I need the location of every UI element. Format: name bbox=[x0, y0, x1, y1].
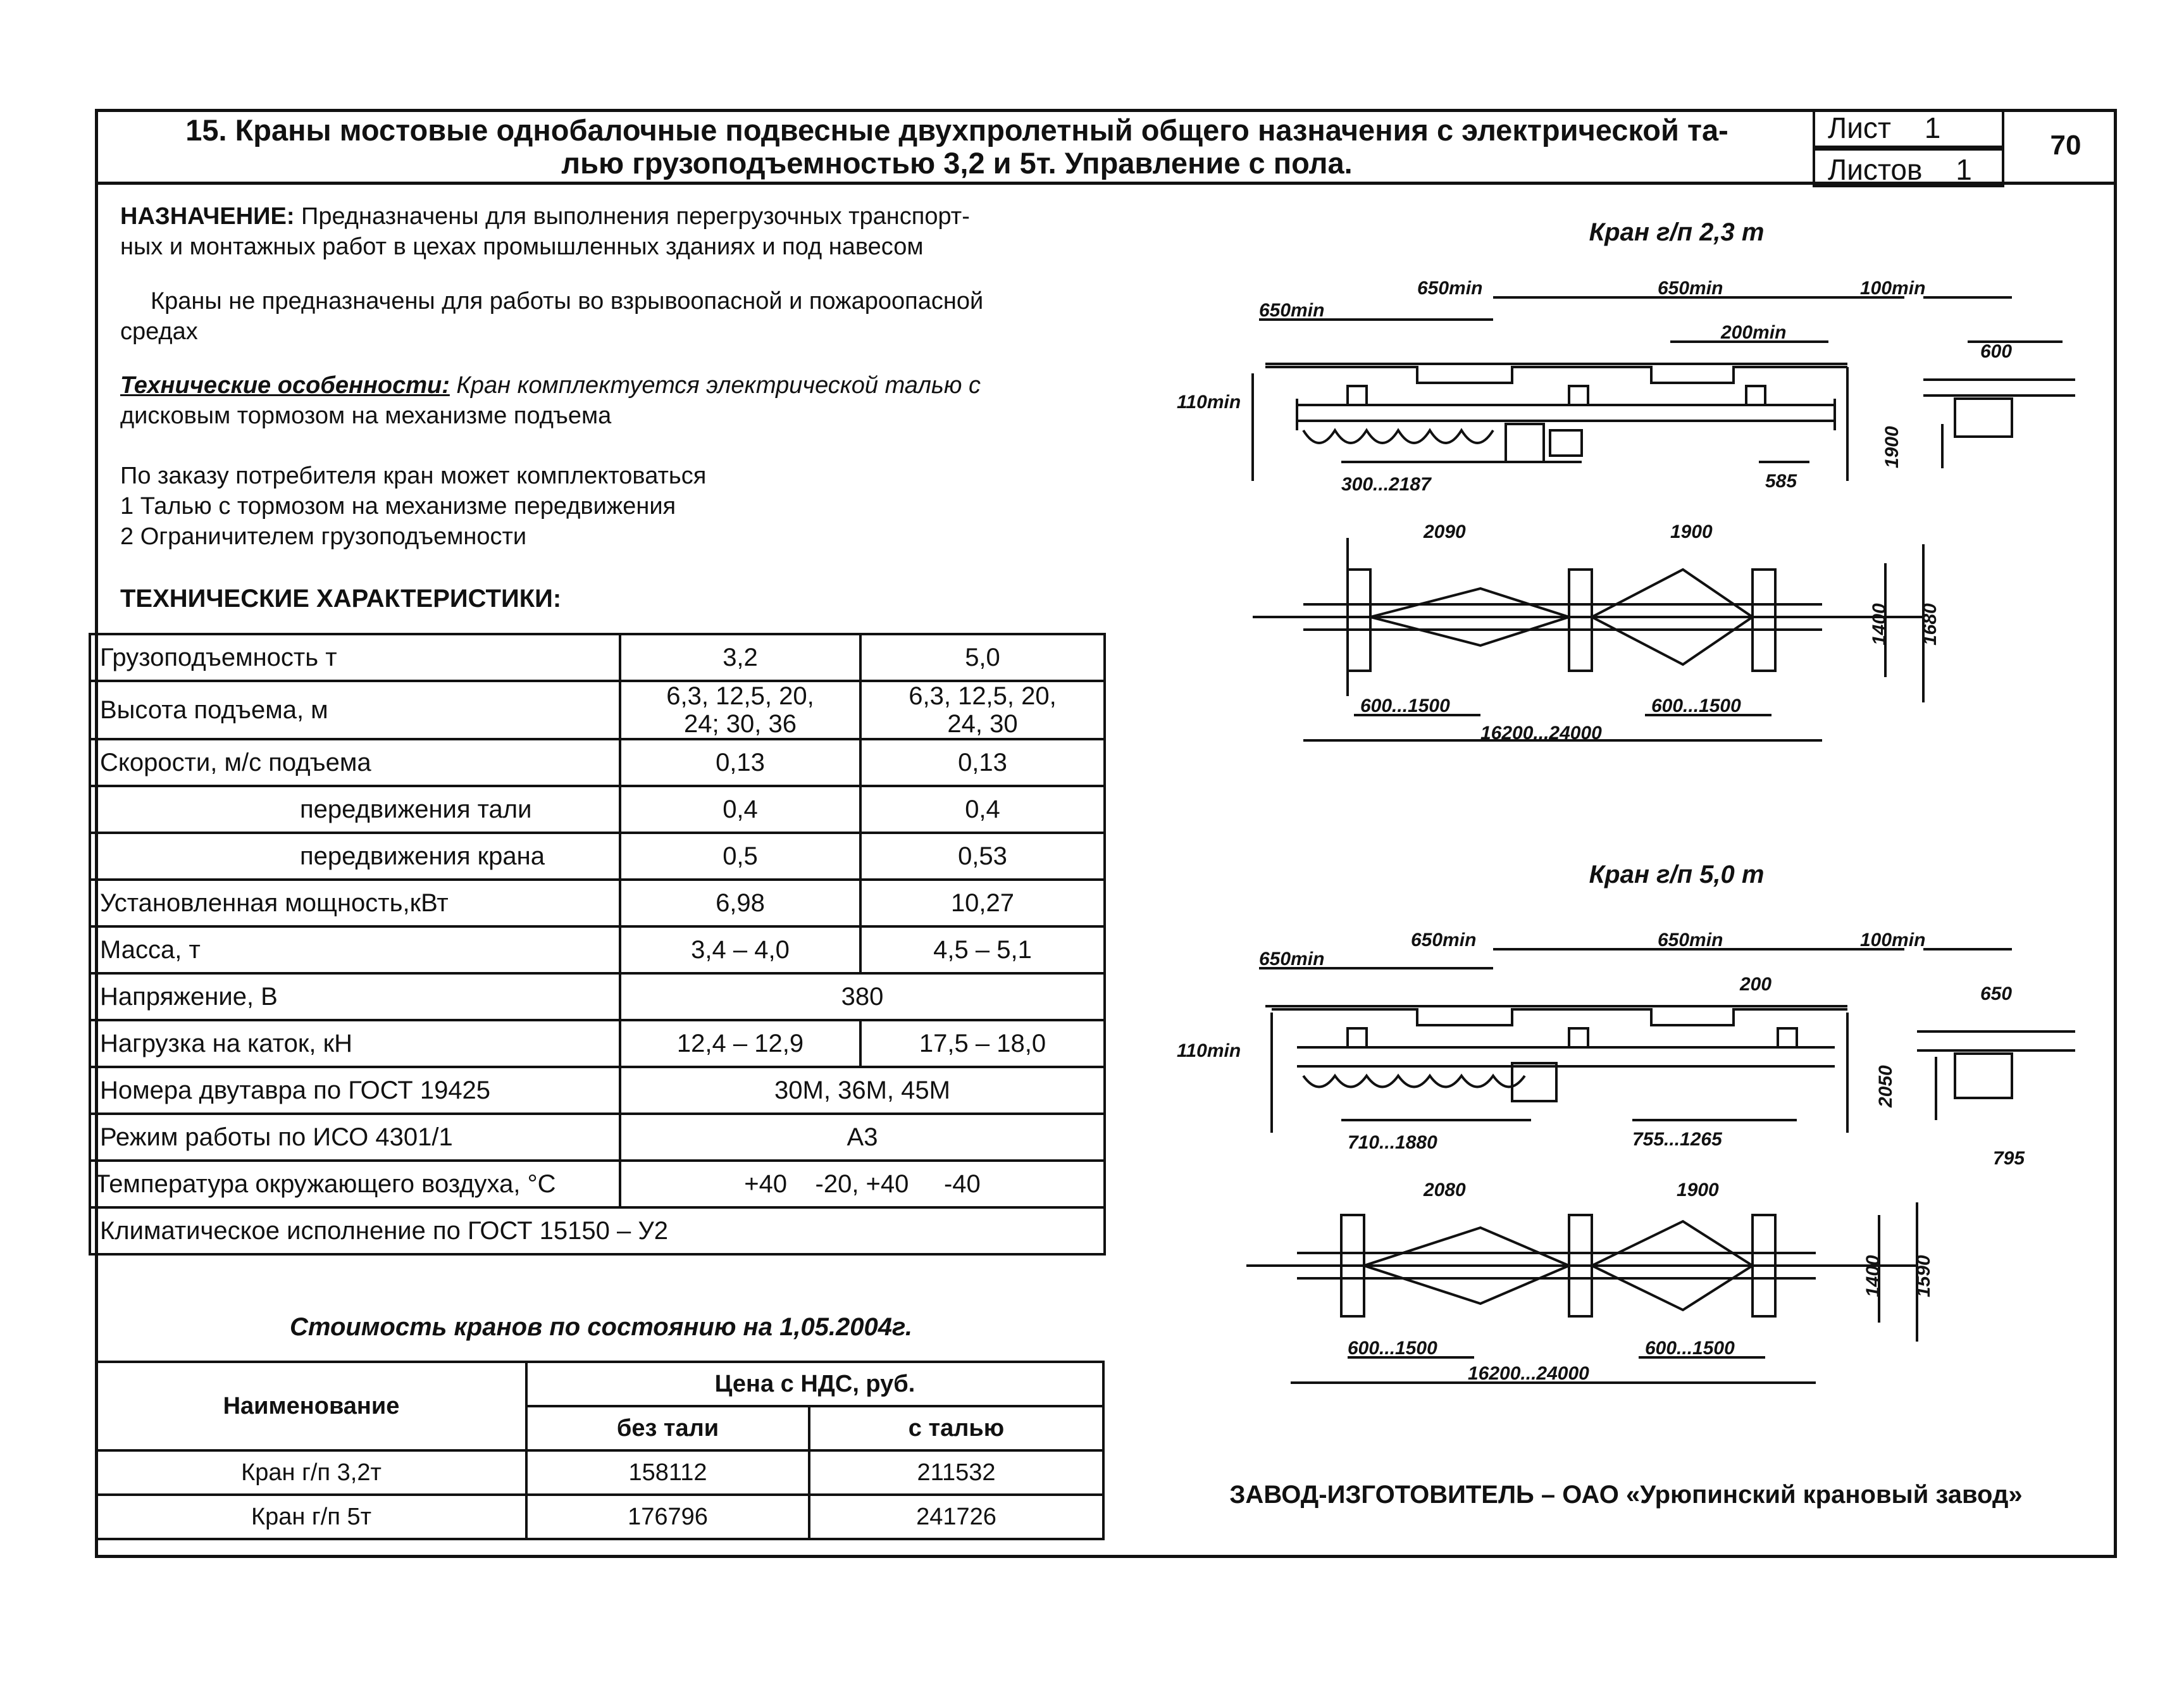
sheets-box bbox=[1813, 148, 2004, 187]
dim-label: 300...2187 bbox=[1341, 474, 1431, 495]
table-row bbox=[90, 880, 1105, 926]
manufacturer-label: ЗАВОД-ИЗГОТОВИТЕЛЬ – ОАО «Урюпинский крановый завод» bbox=[1229, 1481, 2023, 1509]
table-row bbox=[90, 681, 1105, 739]
dim-label: 1400 bbox=[1869, 603, 1890, 645]
specs-heading: ТЕХНИЧЕСКИЕ ХАРАКТЕРИСТИКИ: bbox=[120, 585, 562, 613]
dim-label: 650min bbox=[1411, 930, 1477, 950]
crane-2-elevation-drawing bbox=[1177, 930, 2088, 1177]
dim-label: 650min bbox=[1658, 930, 1723, 950]
dim-label: 2050 bbox=[1875, 1065, 1896, 1107]
purpose-heading: НАЗНАЧЕНИЕ: bbox=[120, 203, 295, 230]
dim-label: 600 bbox=[1980, 341, 2013, 362]
price-header-with: с талью bbox=[809, 1406, 1103, 1450]
dim-label: 110min bbox=[1177, 392, 1241, 413]
spec-value: +40 -20, +40 -40 bbox=[620, 1161, 1105, 1207]
not-intended-line-1: Краны не предназначены для работы во взрывоопасной и пожароопасной bbox=[151, 288, 984, 315]
crane-1-plan-drawing bbox=[1253, 519, 1968, 759]
dim-label: 100min bbox=[1860, 930, 1926, 950]
spec-value: 5,0 bbox=[860, 634, 1105, 681]
table-row bbox=[90, 1161, 1105, 1207]
price-row-without: 158112 bbox=[526, 1450, 809, 1495]
price-row-name: Кран г/п 3,2т bbox=[96, 1450, 526, 1495]
sheet-box bbox=[1813, 109, 2004, 148]
spec-value-line: 6,3, 12,5, 20, bbox=[909, 682, 1057, 710]
dim-label: 600...1500 bbox=[1348, 1338, 1437, 1359]
dim-label: 600...1500 bbox=[1651, 695, 1741, 716]
spec-value: 0,53 bbox=[860, 833, 1105, 880]
spec-label: Нагрузка на каток, кН bbox=[90, 1020, 620, 1067]
spec-label: Масса, т bbox=[90, 926, 620, 973]
dim-label: 200min bbox=[1721, 322, 1787, 343]
spec-label: Напряжение, В bbox=[90, 973, 620, 1020]
title-line-1: 15. Краны мостовые однобалочные подвесные двухпролетный общего назначения с электрической та- bbox=[185, 113, 1728, 147]
table-row bbox=[90, 634, 1105, 681]
dim-label: 2080 bbox=[1424, 1180, 1466, 1200]
spec-label: передвижения крана bbox=[90, 833, 620, 880]
table-row bbox=[90, 1020, 1105, 1067]
order-line-1: По заказу потребителя кран может комплектоваться bbox=[120, 463, 707, 489]
crane-2-plan-drawing bbox=[1246, 1177, 1961, 1392]
dim-label: 650min bbox=[1658, 278, 1723, 299]
price-row-with: 241726 bbox=[809, 1495, 1103, 1539]
price-header-name: Наименование bbox=[96, 1362, 526, 1450]
features-heading: Технические особенности: bbox=[120, 372, 450, 399]
table-row bbox=[90, 1207, 1105, 1254]
spec-label: Климатическое исполнение по ГОСТ 15150 – У2 bbox=[90, 1207, 1105, 1254]
table-row bbox=[90, 786, 1105, 833]
dim-label: 200 bbox=[1740, 974, 1772, 995]
order-line-3: 2 Ограничителем грузоподъемности bbox=[120, 523, 527, 550]
spec-value: А3 bbox=[620, 1114, 1105, 1161]
dim-label: 650min bbox=[1259, 300, 1325, 321]
spec-label: Установленная мощность,кВт bbox=[90, 880, 620, 926]
dim-label: 1900 bbox=[1677, 1180, 1719, 1200]
table-row bbox=[96, 1450, 1103, 1495]
price-row-with: 211532 bbox=[809, 1450, 1103, 1495]
title-line-2: лью грузоподъемностью 3,2 и 5т. Управление с пола. bbox=[561, 146, 1353, 180]
table-row bbox=[90, 739, 1105, 786]
spec-label: Номера двутавра по ГОСТ 19425 bbox=[90, 1067, 620, 1114]
dim-label: 585 bbox=[1765, 471, 1797, 492]
spec-value: 0,5 bbox=[620, 833, 860, 880]
purpose-line-1: Предназначены для выполнения перегрузочных транспорт- bbox=[294, 203, 970, 230]
dim-label: 650min bbox=[1417, 278, 1483, 299]
spec-value: 12,4 – 12,9 bbox=[620, 1020, 860, 1067]
spec-value: 10,27 bbox=[860, 880, 1105, 926]
spec-value: 17,5 – 18,0 bbox=[860, 1020, 1105, 1067]
specs-table bbox=[89, 633, 1106, 1256]
features-paragraph bbox=[120, 370, 1107, 431]
table-row bbox=[90, 926, 1105, 973]
features-line-2: дисковым тормозом на механизме подъема bbox=[120, 402, 612, 429]
spec-value: 0,4 bbox=[860, 786, 1105, 833]
spec-value-line: 24, 30 bbox=[947, 710, 1018, 738]
price-row-without: 176796 bbox=[526, 1495, 809, 1539]
dim-label: 100min bbox=[1860, 278, 1926, 299]
not-intended-paragraph bbox=[120, 286, 1107, 347]
table-row bbox=[90, 833, 1105, 880]
spec-label: передвижения тали bbox=[90, 786, 620, 833]
order-line-2: 1 Талью с тормозом на механизме передвижения bbox=[120, 493, 676, 520]
sheets-label: Листов bbox=[1828, 153, 1923, 186]
price-header-price: Цена с НДС, руб. bbox=[526, 1362, 1103, 1406]
spec-label: Температура окружающего воздуха, °С bbox=[90, 1161, 620, 1207]
crane-1-elevation-drawing bbox=[1177, 278, 2088, 513]
spec-label: Скорости, м/с подъема bbox=[90, 739, 620, 786]
dim-label: 600...1500 bbox=[1645, 1338, 1735, 1359]
dim-label: 710...1880 bbox=[1348, 1132, 1437, 1153]
table-row bbox=[90, 973, 1105, 1020]
sheets-value: 1 bbox=[1956, 153, 1972, 186]
dim-label: 650min bbox=[1259, 949, 1325, 969]
dim-label: 1900 bbox=[1670, 521, 1713, 542]
price-row-name: Кран г/п 5т bbox=[96, 1495, 526, 1539]
spec-value: 6,98 bbox=[620, 880, 860, 926]
dim-label: 1590 bbox=[1913, 1255, 1934, 1297]
spec-value: 380 bbox=[620, 973, 1105, 1020]
spec-value: 30М, 36М, 45М bbox=[620, 1067, 1105, 1114]
spec-value: 0,13 bbox=[620, 739, 860, 786]
dim-label: 650 bbox=[1980, 983, 2013, 1004]
not-intended-line-2: средах bbox=[120, 318, 198, 345]
order-paragraph bbox=[120, 461, 1107, 552]
spec-value bbox=[620, 681, 860, 739]
spec-value bbox=[860, 681, 1105, 739]
dim-label: 1400 bbox=[1863, 1255, 1883, 1297]
spec-value: 4,5 – 5,1 bbox=[860, 926, 1105, 973]
spec-value-line: 24; 30, 36 bbox=[684, 710, 797, 738]
features-line-1: Кран комплектуется электрической талью с bbox=[449, 372, 981, 399]
table-row bbox=[96, 1362, 1103, 1406]
spec-value: 0,4 bbox=[620, 786, 860, 833]
purpose-line-2: ных и монтажных работ в цехах промышленных зданиях и под навесом bbox=[120, 234, 924, 260]
spec-value: 3,4 – 4,0 bbox=[620, 926, 860, 973]
price-header-without: без тали bbox=[526, 1406, 809, 1450]
table-row bbox=[90, 1067, 1105, 1114]
page-title bbox=[101, 114, 1813, 180]
page-number: 70 bbox=[2050, 130, 2082, 161]
table-row bbox=[90, 1114, 1105, 1161]
drawing-caption-2: Кран г/п 5,0 т bbox=[1589, 861, 1765, 888]
spec-label: Высота подъема, м bbox=[90, 681, 620, 739]
dim-label: 795 bbox=[1993, 1148, 2025, 1169]
spec-label: Грузоподъемность т bbox=[90, 634, 620, 681]
spec-value-line: 6,3, 12,5, 20, bbox=[666, 682, 814, 710]
dim-label: 110min bbox=[1177, 1040, 1241, 1061]
spec-value: 3,2 bbox=[620, 634, 860, 681]
dim-label: 2090 bbox=[1424, 521, 1466, 542]
dim-label: 16200...24000 bbox=[1468, 1363, 1589, 1384]
drawing-caption-1: Кран г/п 2,3 т bbox=[1589, 218, 1765, 246]
table-row bbox=[96, 1495, 1103, 1539]
dim-label: 755...1265 bbox=[1632, 1129, 1722, 1150]
sheet-label: Лист bbox=[1828, 111, 1891, 144]
price-caption: Стоимость кранов по состоянию на 1,05.2004г. bbox=[290, 1313, 912, 1341]
dim-label: 1900 bbox=[1882, 426, 1902, 468]
price-table bbox=[95, 1361, 1105, 1540]
dim-label: 600...1500 bbox=[1360, 695, 1450, 716]
sheet-value: 1 bbox=[1924, 111, 1941, 144]
dim-label: 16200...24000 bbox=[1480, 723, 1602, 744]
spec-label: Режим работы по ИСО 4301/1 bbox=[90, 1114, 620, 1161]
spec-value: 0,13 bbox=[860, 739, 1105, 786]
dim-label: 1680 bbox=[1920, 603, 1940, 645]
purpose-paragraph bbox=[120, 201, 1107, 262]
